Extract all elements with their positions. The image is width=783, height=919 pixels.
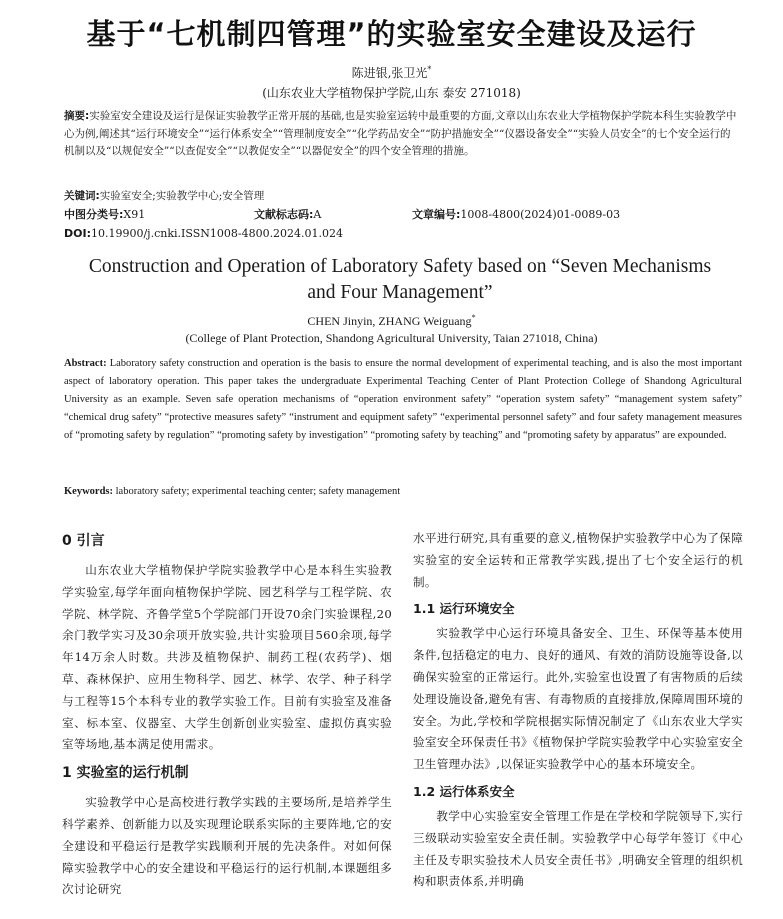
doi-value: 10.19900/j.cnki.ISSN1008-4800.2024.01.024 xyxy=(90,227,344,240)
article-number: 文章编号:1008-4800(2024)01-0089-03 xyxy=(412,208,621,221)
abstract-en xyxy=(64,355,742,445)
keywords-cn-text: 实验室安全;实验教学中心;安全管理 xyxy=(99,190,265,202)
authors-en xyxy=(0,313,783,329)
paragraph-environment: 实验教学中心运行环境具备安全、卫生、环保等基本使用条件,包括稳定的电力、良好的通风、有效的消防设施等设备,以确保实验室的正常运行。此外,实验室也设置了有害物质的后续处理设施设备,避免有害、有毒物质的直接排放,保障周围环境的安全。为此,学校和学院根据实际情况制定了《山东农业大学实验室安全环保责任书》《植物保护学院实验教学中心实验室安全卫生管理办法》,以保证实验教学中心的基本环境安全。 xyxy=(413,626,743,772)
abstract-en-text: Laboratory safety construction and operation is the basis to ensure the normal development of experimental teaching, and is also the most important aspect of laboratory operation. This paper takes the undergraduate Experimental Teaching Center of Plant Protection College of Shandong Agricultural University as an example. Seven safe operation mechanisms of “operation environment safety” “operation system safety” “management system safety” “chemical drug safety” “protective measures safety” “instrument and equipment safety” “experimental personnel safety” and four safety management measures of “promoting safety by regulation” “promoting safety by investigation” “promoting safety by teaching” and “promoting safety by apparatus” are expounded. xyxy=(64,358,742,441)
paragraph-introduction: 山东农业大学植物保护学院实验教学中心是本科生实验教学实验室,每学年面向植物保护学院、园艺科学与工程学院、农学院、林学院、齐鲁学堂5个学院部门开设70余门实验课程,20余门教学实习及30余项开放实验,共计实验项目560余项,每学年14万余人时数。共涉及植物保护、制药工程(农药学)、烟草、森林保护、应用生物科学、园艺、林学、农学、种子科学与工程等15个本科专业的教学实验工作。目前有实验室及准备室、标本室、仪器室、大学生创新创业实验室、虚拟仿真实验室等场地,基本满足使用需求。 xyxy=(62,563,392,752)
body-column-right xyxy=(413,528,743,899)
paper-title-en: Construction and Operation of Laboratory Safety based on “Seven Mechanisms and Four Management” xyxy=(88,256,712,303)
document-code: 文献标志码:A xyxy=(254,208,322,221)
paragraph-continued: 水平进行研究,具有重要的意义,植物保护实验教学中心为了保障实验室的安全运转和正常教学实践,提出了七个安全运行的机制。 xyxy=(413,531,743,589)
affiliation-en: (College of Plant Protection, Shandong Agricultural University, Taian 271018, China) xyxy=(185,331,598,345)
abstract-cn xyxy=(64,108,740,161)
doi-line xyxy=(64,227,740,241)
authors-cn-names: 陈进银,张卫光 xyxy=(351,66,428,80)
clc-number: 中图分类号:X91 xyxy=(64,208,146,221)
affiliation-cn: (山东农业大学植物保护学院,山东 泰安 271018) xyxy=(262,86,521,100)
keywords-en xyxy=(64,486,740,497)
subsection-heading-system: 1.2 运行体系安全 xyxy=(413,783,515,799)
paper-title-cn: 基于“七机制四管理”的实验室安全建设及运行 xyxy=(86,17,697,51)
section-heading-mechanism: 1 实验室的运行机制 xyxy=(62,765,189,782)
keywords-en-label: Keywords: xyxy=(64,486,113,497)
section-heading-introduction: 0 引言 xyxy=(62,533,105,549)
corresponding-author-mark-en: * xyxy=(471,313,476,322)
keywords-cn xyxy=(64,189,740,203)
keywords-cn-label: 关键词: xyxy=(64,190,100,202)
paragraph-mechanism: 实验教学中心是高校进行教学实践的主要场所,是培养学生科学素养、创新能力以及实现理论联系实际的主要阵地,它的安全建设和平稳运行是教学实践顺利开展的先决条件。对如何保障实验教学中心的安全建设和平稳运行的运行机制,本课题组多次讨论研究 xyxy=(62,795,392,897)
body-column-left xyxy=(62,528,392,907)
keywords-en-text: laboratory safety; experimental teaching center; safety management xyxy=(115,486,401,497)
abstract-cn-label: 摘要: xyxy=(64,110,90,122)
doi-label: DOI: xyxy=(64,227,91,240)
paragraph-system: 教学中心实验室安全管理工作是在学校和学院领导下,实行三级联动实验室安全责任制。实验教学中心每学年签订《中心主任及专职实验技术人员安全责任书》,明确安全管理的组织机构和职责体系,并明确 xyxy=(413,808,743,889)
abstract-cn-text: 实验室安全建设及运行是保证实验教学正常开展的基础,也是实验室运转中最重要的方面,文章以山东农业大学植物保护学院本科生实验教学中心为例,阐述其“运行环境安全”“运行体系安全”“管理制度安全”“化学药品安全”“防护措施安全”“仪器设备安全”“实验人员安全”的七个安全运行的机制以及“以规促安全”“以查促安全”“以教促安全”“以器促安全”的四个安全管理的措施。 xyxy=(64,110,737,157)
authors-cn xyxy=(0,64,783,81)
abstract-en-label: Abstract: xyxy=(64,358,107,369)
corresponding-author-mark: * xyxy=(427,65,432,74)
authors-en-names: CHEN Jinyin, ZHANG Weiguang xyxy=(307,314,472,328)
subsection-heading-environment: 1.1 运行环境安全 xyxy=(413,601,515,617)
